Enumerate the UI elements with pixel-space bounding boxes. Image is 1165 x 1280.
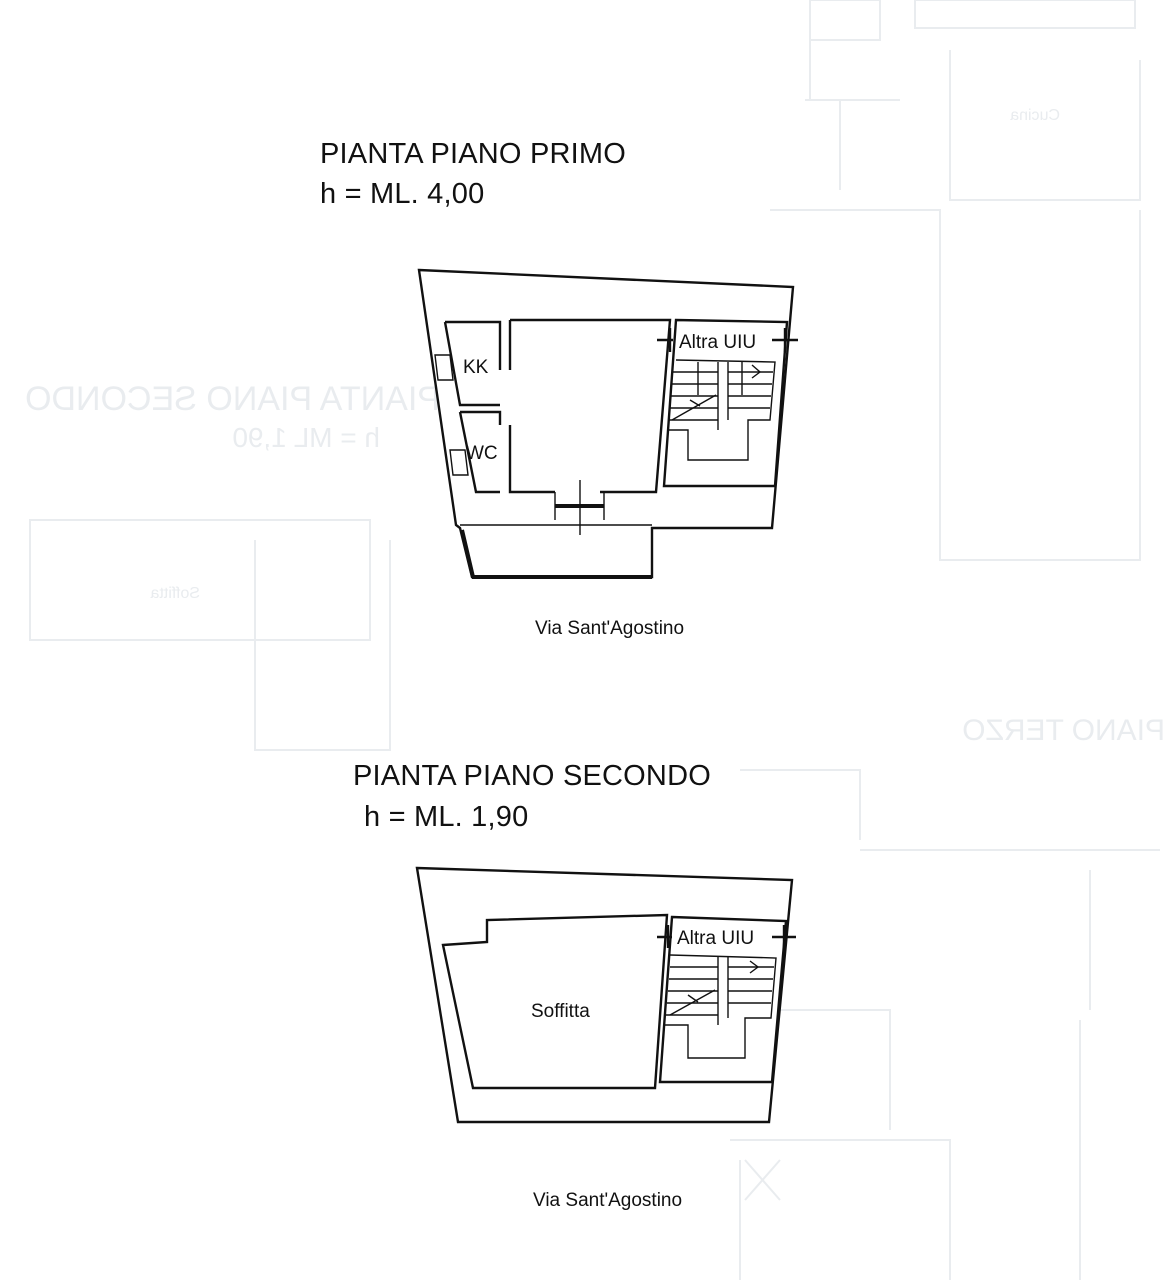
stair-treads — [666, 957, 774, 1025]
plan-title: PIANTA PIANO PRIMO — [320, 138, 627, 170]
room-label-kk: KK — [463, 357, 489, 378]
street-label: Via Sant'Agostino — [535, 618, 685, 639]
stair-inner — [665, 955, 776, 1058]
svg-text:Soffitta: Soffitta — [150, 585, 200, 602]
svg-text:PIANTA PIANO SECONDO: PIANTA PIANO SECONDO — [24, 380, 440, 418]
plan-title: PIANTA PIANO SECONDO — [353, 760, 711, 792]
street-label: Via Sant'Agostino — [533, 1190, 683, 1211]
room-label-wc: WC — [466, 443, 498, 464]
room-label-soffitta: Soffitta — [531, 1001, 590, 1022]
room-label-stair: Altra UIU — [677, 928, 755, 949]
svg-text:Cucina: Cucina — [1010, 107, 1060, 124]
svg-text:PIANO TERZO: PIANO TERZO — [962, 714, 1165, 747]
room-label-stair: Altra UIU — [679, 332, 757, 353]
svg-text:h = ML 1,90: h = ML 1,90 — [232, 422, 380, 453]
plan-height: h = ML. 4,00 — [320, 178, 485, 210]
plan-height: h = ML. 1,90 — [364, 801, 529, 833]
